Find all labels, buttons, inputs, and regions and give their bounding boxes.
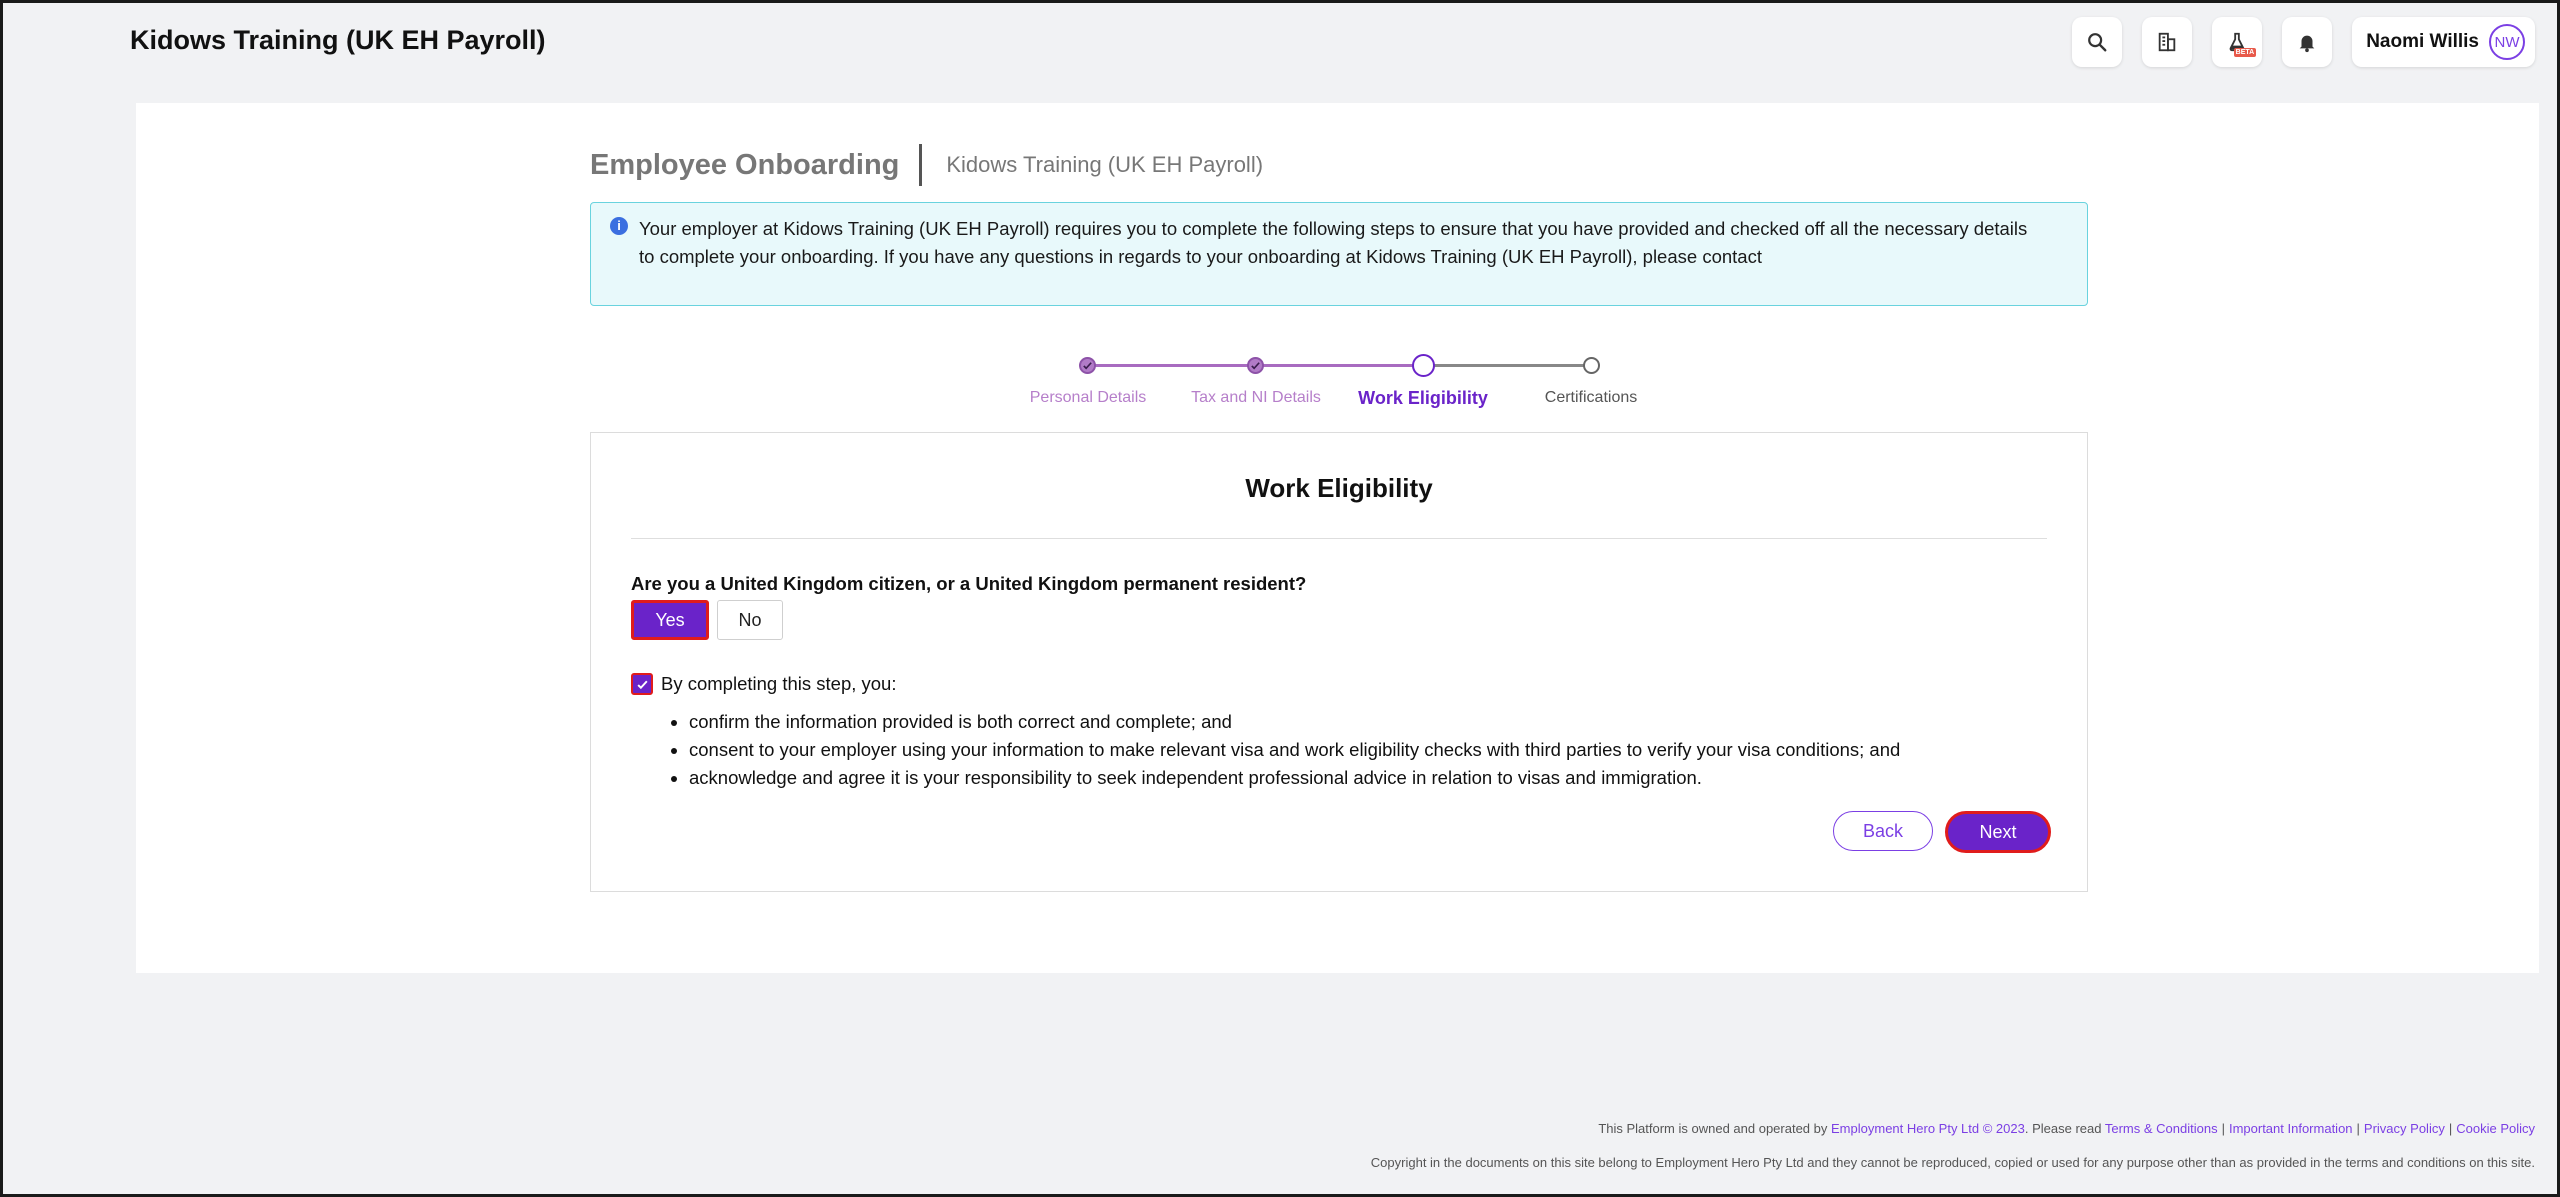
citizenship-toggle	[631, 600, 783, 640]
employment-hero-link[interactable]: Employment Hero Pty Ltd © 2023	[1831, 1121, 2025, 1136]
form-actions	[1833, 811, 2051, 853]
footer-separator: |	[2448, 1121, 2453, 1136]
info-banner	[590, 202, 2088, 306]
step-connector	[1255, 364, 1423, 367]
footer-separator: |	[2356, 1121, 2360, 1136]
notifications-button[interactable]	[2282, 17, 2332, 67]
organisation-button[interactable]	[2142, 17, 2192, 67]
check-icon	[636, 678, 649, 691]
work-eligibility-form	[590, 432, 2088, 892]
header-divider	[919, 144, 922, 186]
page-subtitle: Kidows Training (UK EH Payroll)	[946, 152, 1264, 177]
step-label-certifications: Certifications	[1544, 389, 1638, 406]
check-icon	[1082, 360, 1093, 371]
avatar: NW	[2489, 24, 2525, 60]
step-dot-work-eligibility	[1412, 354, 1435, 377]
footer	[1371, 1121, 2535, 1170]
beta-features-button[interactable]	[2212, 17, 2262, 67]
no-button[interactable]: No	[717, 600, 783, 640]
building-icon	[2156, 31, 2178, 53]
user-name: Naomi Willis	[2366, 31, 2479, 52]
info-text: Your employer at Kidows Training (UK EH Payroll) requires you to complete the following steps to ensure that you have provided and checked off all the necessary details to complete your onboarding. If you have any questions in regards to your onboarding at Kidows Training (UK EH Payroll), please contact	[639, 218, 2028, 267]
privacy-policy-link[interactable]: Privacy Policy	[2363, 1121, 2445, 1136]
next-button[interactable]: Next	[1945, 811, 2051, 853]
info-icon: i	[610, 217, 628, 235]
step-connector	[1423, 364, 1591, 367]
list-item: • consent to your employer using your information to make relevant visa and work eligibility checks with third parties to verify your visa conditions; and	[689, 736, 1900, 764]
top-bar	[3, 3, 2557, 99]
onboarding-stepper	[1023, 353, 1663, 413]
org-title: Kidows Training (UK EH Payroll)	[130, 25, 546, 55]
step-dot-tax-ni-details[interactable]	[1247, 357, 1264, 374]
bell-icon	[2296, 31, 2318, 53]
footer-separator: |	[2221, 1121, 2225, 1136]
back-button[interactable]: Back	[1833, 811, 1933, 851]
step-dot-certifications	[1583, 357, 1600, 374]
top-actions	[2072, 17, 2535, 67]
check-icon	[1250, 360, 1261, 371]
cookie-policy-link[interactable]: Cookie Policy	[2456, 1121, 2535, 1136]
footer-ownership-line	[1371, 1121, 2535, 1136]
footer-read-text: . Please read	[2024, 1121, 2102, 1136]
terms-link[interactable]: Terms & Conditions	[2104, 1121, 2218, 1136]
footer-copyright: Copyright in the documents on this site belong to Employment Hero Pty Ltd and they cannot be reproduced, copied or used for any purpose other than as provided in the terms and conditions on this site.	[1370, 1155, 2535, 1170]
list-item: • acknowledge and agree it is your responsibility to seek independent professional advice in relation to visas and immigration.	[689, 764, 1900, 792]
footer-owned-text: This Platform is owned and operated by	[1598, 1121, 1828, 1136]
agreement-label: By completing this step, you:	[661, 673, 897, 694]
step-connector	[1087, 364, 1255, 367]
beta-badge: BETA	[2235, 49, 2255, 56]
search-button[interactable]	[2072, 17, 2122, 67]
list-item: • confirm the information provided is both correct and complete; and	[689, 708, 1900, 736]
step-label-work-eligibility: Work Eligibility	[1358, 388, 1488, 408]
yes-button[interactable]: Yes	[631, 600, 709, 640]
search-icon	[2086, 31, 2108, 53]
page-header	[590, 143, 1263, 187]
citizenship-question: Are you a United Kingdom citizen, or a United Kingdom permanent resident?	[631, 573, 1307, 594]
form-title: Work Eligibility	[1245, 473, 1433, 503]
user-menu-button[interactable]	[2352, 17, 2535, 67]
agreement-list	[661, 708, 1900, 792]
important-information-link[interactable]: Important Information	[2228, 1121, 2353, 1136]
agreement-checkbox[interactable]	[631, 673, 653, 695]
step-label-personal-details[interactable]: Personal Details	[1029, 389, 1147, 406]
page-title: Employee Onboarding	[590, 148, 900, 181]
agreement-row	[631, 673, 896, 695]
step-dot-personal-details[interactable]	[1079, 357, 1096, 374]
step-label-tax-ni-details[interactable]: Tax and NI Details	[1191, 389, 1321, 406]
form-divider	[631, 538, 2047, 539]
